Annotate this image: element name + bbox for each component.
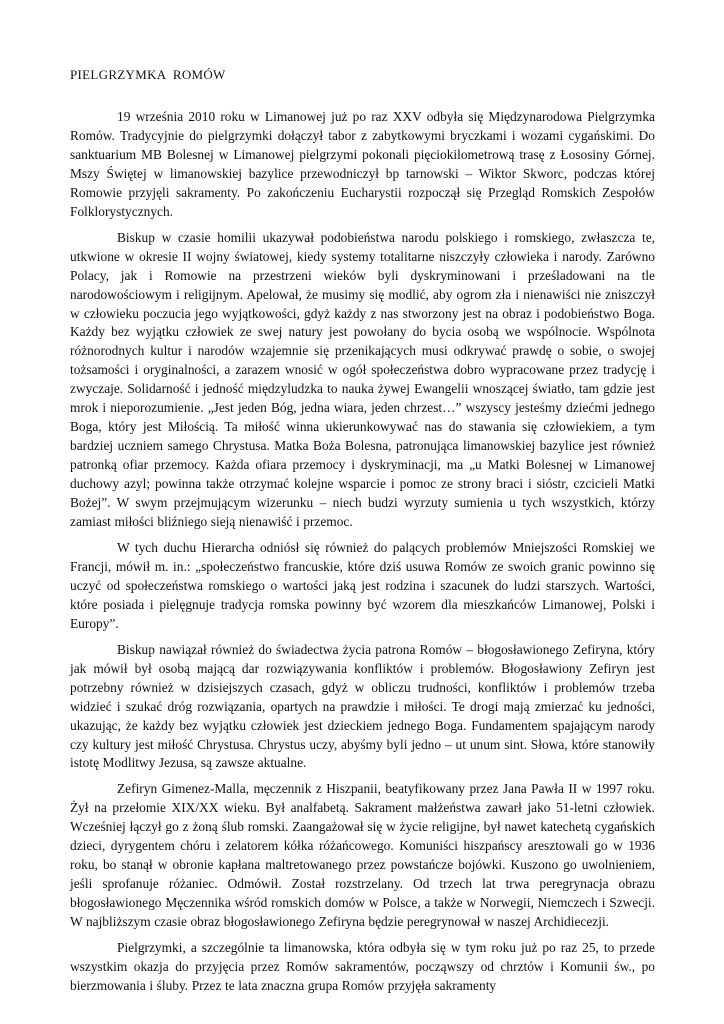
- paragraph: Pielgrzymki, a szczególnie ta limanowska, która odbyła się w tym roku już po raz 25, to przede wszystkim okazja do przyjęcia przez Romów sakramentów, począwszy od chrztów i Komunii św., po bierzmowania i śluby. Przez te lata znaczna grupa Romów przyjęła sakramenty: [70, 940, 655, 993]
- paragraph: Biskup nawiązał również do świadectwa życia patrona Romów – błogosławionego Zefiryna, który jak mówił był osobą mającą dar rozwiązywania konfliktów i problemów. Błogosławiony Zefiryn jest potrzebny również w dzisiejszych czasach, gdyż w obliczu trudności, konfliktów i problemów trzeba widzieć i szukać dróg rozwiązania, opartych na prawdzie i miłości. Te drogi mają zmierzać ku jedności, ukazując, że każdy bez wyjątku człowiek jest dzieckiem jednego Boga. Fundamentem spajającym narody czy kultury jest miłość Chrystusa. Chrystus uczy, abyśmy byli jedno – ut unum sint. Słowa, które stanowiły istotę Modlitwy Jezusa, są zawsze aktualne.: [70, 641, 655, 771]
- document-title: PIELGRZYMKA ROMÓW: [70, 67, 226, 82]
- document-body: [70, 108, 655, 996]
- paragraph: Zefiryn Gimenez-Malla, męczennik z Hiszpanii, beatyfikowany przez Jana Pawła II w 1997 roku. Żył na przełomie XIX/XX wieku. Był analfabetą. Sakrament małżeństwa zawarł jako 51-letni człowiek. Wcześniej łączył go z żoną ślub romski. Zaangażował się w życie religijne, był nawet katechetą cygańskich dzieci, dyrygentem chóru i zelatorem kółka różańcowego. Komuniści hiszpańscy aresztowali go w 1936 roku, bo stanął w obronie kapłana maltretowanego przez powstańcze bojówki. Kuszono go uwolnieniem, jeśli sprofanuje różaniec. Odmówił. Został rozstrzelany. Od trzech lat trwa peregrynacja obrazu błogosławionego Męczennika wśród romskich domów w Polsce, a także w Norwegii, Niemczech i Szwecji. W najbliższym czasie obraz błogosławionego Zefiryna będzie peregrynował w naszej Archidiecezji.: [70, 781, 655, 930]
- paragraph: Biskup w czasie homilii ukazywał podobieństwa narodu polskiego i romskiego, zwłaszcza te, utkwione w okresie II wojny światowej, kiedy systemy totalitarne niszczyły człowieka i narody. Zarówno Polacy, jak i Romowie na przestrzeni wieków byli dyskryminowani i prześladowani na tle narodowościowym i religijnym. Apelował, że musimy się modlić, aby ogrom zła i nienawiści nie zniszczył w człowieku poczucia jego wyjątkowości, gdyż każdy z nas stworzony jest na obraz i podobieństwo Boga. Każdy bez wyjątku człowiek ze swej natury jest powołany do bycia osobą we wspólnocie. Wspólnota różnorodnych kultur i narodów wzajemnie się przenikających musi odkrywać prawdę o sobie, o swojej tożsamości i oryginalności, a zarazem wnosić w ogół społeczeństwa dobro wypracowane przez tradycję i zwyczaje. Solidarność i jedność międzyludzka to nauka żywej Ewangelii wnoszącej światło, tam gdzie jest mrok i nieporozumienie. „Jest jeden Bóg, jedna wiara, jeden chrzest…” wszyscy jesteśmy dziećmi jednego Boga, który jest Miłością. Ta miłość winna ukierunkowywać nas do stawania się człowiekiem, a tym bardziej uczniem samego Chrystusa. Matka Boża Bolesna, patronująca limanowskiej bazylice jest również patronką ofiar przemocy. Każda ofiara przemocy i dyskryminacji, ma „u Matki Bolesnej w Limanowej duchowy azyl; powinna także otrzymać kolejne wsparcie i pomoc ze strony braci i sióstr, czcicieli Matki Bożej”. W swym przejmującym wizerunku – niech budzi wyrzuty sumienia u tych wszystkich, którzy zamiast miłości bliźniego sieją nienawiść i przemoc.: [70, 229, 655, 530]
- paragraph: 19 września 2010 roku w Limanowej już po raz XXV odbyła się Międzynarodowa Pielgrzymka Romów. Tradycyjnie do pielgrzymki dołączył tabor z zabytkowymi bryczkami i wozami cygańskimi. Do sanktuarium MB Bolesnej w Limanowej pielgrzymi pokonali pięciokilometrową trasę z Łososiny Górnej. Mszy Świętej w limanowskiej bazylice przewodniczył bp tarnowski – Wiktor Skworc, podczas której Romowie przyjęli sakramenty. Po zakończeniu Eucharystii rozpoczął się Przegląd Romskich Zespołów Folklorystycznych.: [70, 109, 655, 219]
- paragraph: W tych duchu Hierarcha odniósł się również do palących problemów Mniejszości Romskiej we Francji, mówił m. in.: „społeczeństwo francuskie, które dziś usuwa Romów ze swoich granic powinno się uczyć od społeczeństwa romskiego o wartości jaką jest rodzina i szacunek do ludzi starszych. Wartości, które posiada i pielęgnuje tradycja romska powinny być wzorem dla mieszkańców Limanowej, Polski i Europy”.: [70, 539, 655, 631]
